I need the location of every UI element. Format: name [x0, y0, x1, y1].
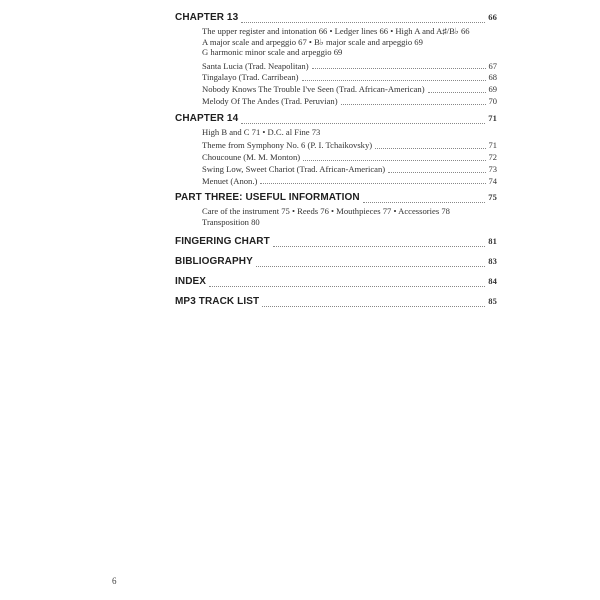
toc-page-number: 67: [488, 60, 497, 71]
toc-page-number: 66: [488, 12, 497, 22]
toc-topic-line: Transposition 80: [202, 216, 260, 227]
toc-page-number: 73: [488, 163, 497, 174]
dot-leader: [260, 182, 485, 184]
toc-topic-line: Care of the instrument 75 • Reeds 76 • Mouthpieces 77 • Accessories 78: [202, 206, 450, 217]
toc-page-number: 70: [488, 95, 497, 106]
dot-leader: [375, 147, 485, 149]
toc-heading-title: CHAPTER 14: [175, 112, 239, 124]
toc-entry-title: Theme from Symphony No. 6 (P. I. Tchaikovsky): [202, 140, 373, 151]
toc-heading-chapter-13[interactable]: [175, 12, 497, 26]
dot-leader: [428, 91, 486, 93]
toc-entry[interactable]: [175, 152, 497, 164]
dot-leader: [302, 79, 486, 81]
toc-entry-title: Swing Low, Sweet Chariot (Trad. African-American): [202, 163, 386, 174]
toc-entry-title: Melody Of The Andes (Trad. Peruvian): [202, 95, 338, 106]
toc-topic-line: High B and C 71 • D.C. al Fine 73: [202, 126, 321, 137]
toc-entry[interactable]: [175, 61, 497, 73]
toc-heading-title: INDEX: [175, 276, 207, 288]
toc-heading-fingering-chart[interactable]: [175, 236, 497, 250]
toc-page-number: 71: [488, 140, 497, 151]
toc-page-number: 81: [488, 236, 497, 247]
toc-topic-line: G harmonic minor scale and arpeggio 69: [202, 47, 343, 57]
toc-heading-title: MP3 TRACK LIST: [175, 296, 260, 308]
dot-leader: [241, 122, 485, 124]
toc-entry-title: Tingalayo (Trad. Carribean): [202, 72, 299, 83]
toc-heading-part-three[interactable]: [175, 192, 497, 206]
toc-entry-title: Choucoune (M. M. Monton): [202, 151, 301, 162]
toc-page-number: 69: [488, 84, 497, 95]
toc-heading-index[interactable]: [175, 276, 497, 290]
toc-page-number: 71: [488, 112, 497, 123]
toc-heading-title: FINGERING CHART: [175, 236, 270, 248]
toc-entry-title: Santa Lucia (Trad. Neapolitan): [202, 60, 309, 71]
dot-leader: [363, 201, 486, 203]
toc-page-number: 83: [488, 256, 497, 267]
toc-page-number: 85: [488, 296, 497, 307]
dot-leader: [312, 67, 486, 69]
toc-topic-line: A major scale and arpeggio 67 • B♭ major scale and arpeggio 69: [202, 36, 423, 47]
page-number: 6: [112, 576, 117, 586]
toc-topic-line: The upper register and intonation 66 • Ledger lines 66 • High A and A♯/B♭ 66: [202, 26, 470, 36]
toc-entry-title: Nobody Knows The Trouble I've Seen (Trad. African-American): [202, 84, 425, 95]
toc-heading-bibliography[interactable]: [175, 256, 497, 270]
toc-heading-title: BIBLIOGRAPHY: [175, 256, 253, 268]
toc-entry[interactable]: [175, 140, 497, 152]
toc-page-number: 75: [488, 192, 497, 203]
toc-heading-mp3-track-list[interactable]: [175, 296, 497, 310]
toc-heading-chapter-14[interactable]: [175, 113, 497, 127]
toc-page-number: 84: [488, 276, 497, 287]
dot-leader: [241, 21, 485, 23]
toc-entry[interactable]: [175, 84, 497, 96]
toc-page-number: 74: [488, 175, 497, 186]
toc-entry[interactable]: [175, 164, 497, 176]
toc-entry[interactable]: [175, 96, 497, 108]
dot-leader: [303, 159, 485, 161]
dot-leader: [262, 305, 485, 307]
toc-page-number: 68: [488, 72, 497, 83]
toc-heading-title: PART THREE: USEFUL INFORMATION: [175, 192, 360, 204]
table-of-contents: [175, 12, 497, 310]
dot-leader: [273, 245, 485, 247]
dot-leader: [341, 103, 486, 105]
toc-entry[interactable]: [175, 176, 497, 188]
toc-heading-title: CHAPTER 13: [175, 12, 239, 23]
dot-leader: [209, 285, 485, 287]
dot-leader: [256, 265, 485, 267]
dot-leader: [388, 171, 485, 173]
toc-entry[interactable]: [175, 72, 497, 84]
toc-entry-title: Menuet (Anon.): [202, 175, 258, 186]
toc-page-number: 72: [488, 151, 497, 162]
